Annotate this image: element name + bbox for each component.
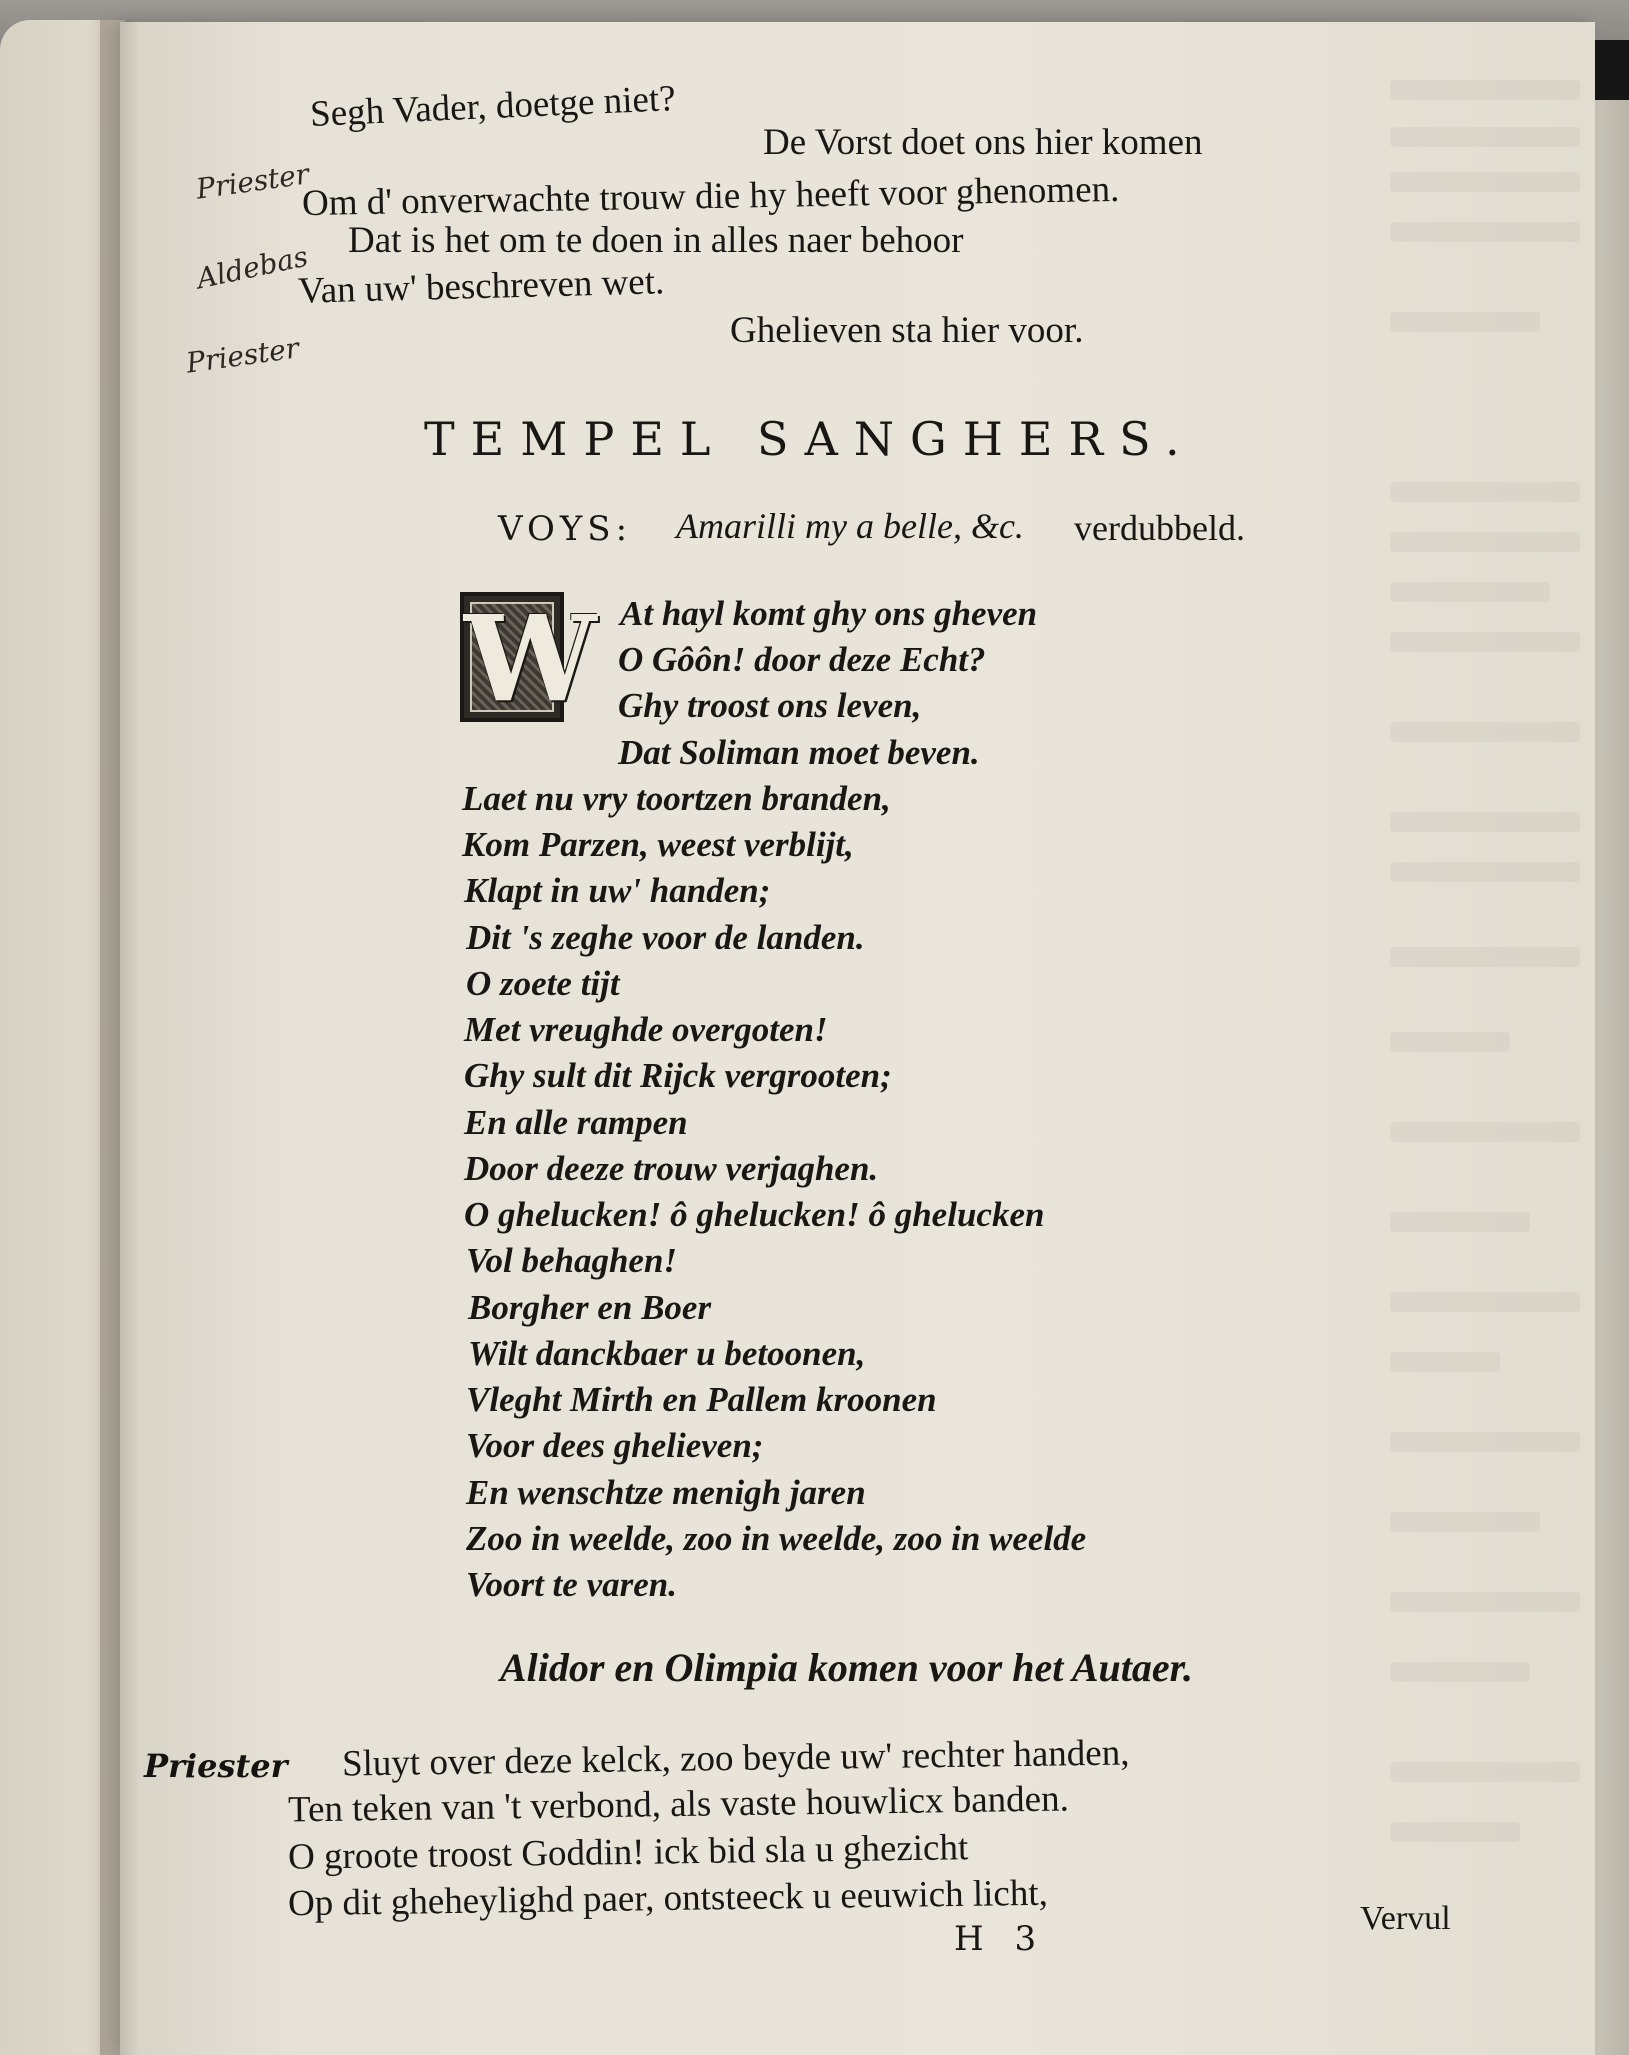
speaker-label: Priester	[144, 1747, 288, 1785]
verse-line: Dat is het om te doen in alles naer behoor	[348, 220, 964, 261]
catchword: Vervul	[1360, 1900, 1451, 1937]
show-through-text	[1390, 22, 1595, 2055]
section-heading: TEMPEL SANGHERS.	[424, 412, 1196, 466]
dropcap-letter: W	[464, 589, 597, 728]
verse-line: Ghelieven sta hier voor.	[730, 310, 1084, 351]
song-line: Voor dees ghelieven;	[466, 1426, 764, 1465]
dropcap-initial	[460, 589, 597, 728]
verse-line: De Vorst doet ons hier komen	[763, 122, 1203, 163]
song-line: O zoete tijt	[466, 964, 620, 1003]
song-line: Ghy sult dit Rijck vergrooten;	[464, 1056, 892, 1095]
song-line: Kom Parzen, weest verblijt,	[462, 825, 854, 864]
voys-tune: Amarilli my a belle, &c.	[676, 506, 1024, 546]
voys-label: VOYS:	[498, 509, 633, 549]
voys-note: verdubbeld.	[1074, 508, 1245, 548]
verse-line: Segh Vader, doetge niet?	[309, 78, 677, 135]
stage-direction: Alidor en Olimpia komen voor het Autaer.	[500, 1645, 1194, 1690]
song-line: Dit 's zeghe voor de landen.	[466, 918, 865, 957]
next-page-edge	[1595, 100, 1629, 2055]
verse-line: O groote troost Goddin! ick bid sla u ghezicht	[287, 1827, 969, 1878]
verse-line: Om d' onverwachte trouw die hy heeft voor ghenomen.	[301, 168, 1120, 225]
speaker-label: Priester	[184, 331, 302, 380]
song-line: Voort te varen.	[466, 1565, 677, 1604]
song-line: Vleght Mirth en Pallem kroonen	[466, 1380, 937, 1419]
song-line: En wenschtze menigh jaren	[466, 1473, 866, 1512]
speaker-label: Priester	[194, 157, 312, 206]
signature-mark: H 3	[954, 1919, 1047, 1959]
song-line: Wilt danckbaer u betoonen,	[468, 1334, 866, 1373]
song-line: Klapt in uw' handen;	[464, 871, 771, 910]
song-line: Borgher en Boer	[468, 1288, 712, 1327]
song-line: Zoo in weelde, zoo in weelde, zoo in weelde	[466, 1519, 1087, 1558]
song-line: Dat Soliman moet beven.	[618, 733, 980, 772]
song-line: Laet nu vry toortzen branden,	[462, 779, 891, 818]
verse-line: Van uw' beschreven wet.	[297, 261, 665, 312]
verse-line: Op dit gheheylighd paer, ontsteeck u eeuwich licht,	[287, 1872, 1049, 1925]
page-gutter-shadow	[100, 20, 140, 2055]
song-line: Vol behaghen!	[466, 1241, 678, 1280]
speaker-label: Aldebas	[193, 239, 311, 296]
song-line: Ghy troost ons leven,	[618, 686, 922, 725]
song-line: At hayl komt ghy ons gheven	[620, 594, 1038, 633]
verse-line: Sluyt over deze kelck, zoo beyde uw' rechter handen,	[341, 1732, 1130, 1785]
song-line: O ghelucken! ô ghelucken! ô ghelucken	[464, 1195, 1045, 1234]
song-line: Met vreughde overgoten!	[464, 1010, 828, 1049]
verse-line: Ten teken van 't verbond, als vaste houwlicx banden.	[287, 1778, 1070, 1831]
song-line: O Gôôn! door deze Echt?	[618, 640, 986, 679]
song-line: En alle rampen	[464, 1103, 688, 1142]
song-line: Door deeze trouw verjaghen.	[464, 1149, 879, 1188]
